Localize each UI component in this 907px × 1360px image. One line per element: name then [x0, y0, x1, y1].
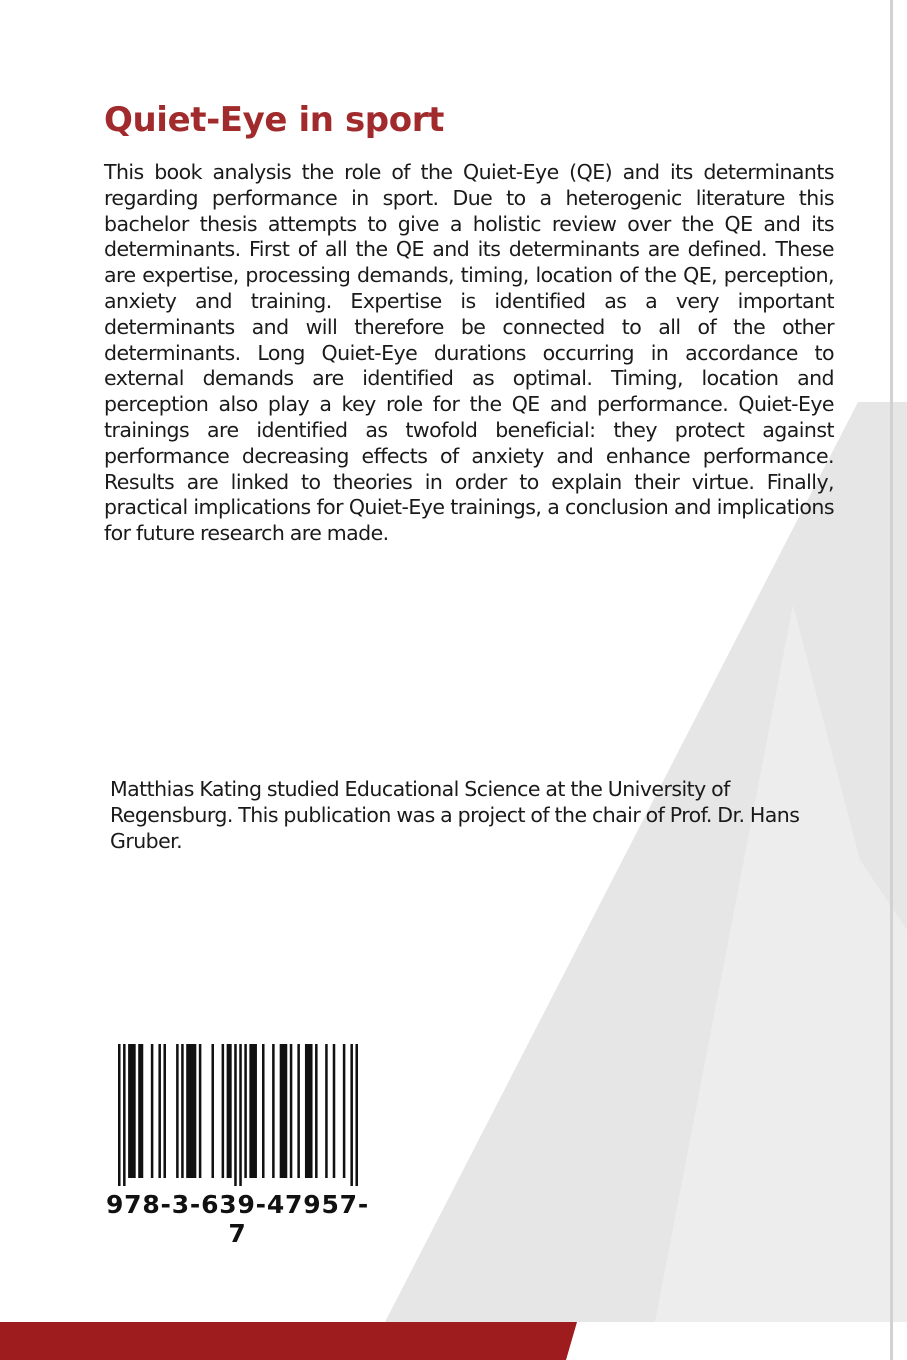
barcode-bar [118, 1044, 121, 1186]
barcode-bar [325, 1044, 328, 1178]
barcode-bar [262, 1044, 265, 1178]
barcode-bar [227, 1044, 232, 1178]
barcode-bar [158, 1044, 161, 1178]
barcode-bar [315, 1044, 318, 1178]
barcode-icon [118, 1044, 358, 1186]
barcode-bar [297, 1044, 300, 1178]
barcode-bar [138, 1044, 143, 1178]
book-abstract: This book analysis the role of the Quiet-Eye (QE) and its determinants regarding performance in sport. Due to a heterogenic literature this bachelor thesis attempts to give a holistic review over the QE and its determinants. First of all the QE and its determinants are defined. These are expertise, processing demands, timing, location of the QE, perception, anxiety and training. Expertise is identified as a very important determinants and will therefore be connected to all of the other determinants. Long Quiet-Eye durations occurring in accordance to external demands are identified as optimal. Timing, location and perception also play a key role for the QE and performance. Quiet-Eye trainings are identified as twofold beneficial: they protect against performance decreasing effects of anxiety and enhance performance. Results are linked to theories in order to explain their virtue. Finally, practical implications for Quiet-Eye trainings, a conclusion and implications for future research are made. [104, 160, 834, 546]
barcode-bar [163, 1044, 166, 1178]
footer-color-band [0, 1322, 907, 1360]
barcode-bar [305, 1044, 313, 1178]
barcode-bar [280, 1044, 288, 1178]
barcode-bar [290, 1044, 293, 1178]
barcode-bar [239, 1044, 242, 1186]
author-bio: Matthias Kating studied Educational Science at the University of Regensburg. This publication was a project of the chair of Prof. Dr. Hans Gruber. [110, 777, 800, 853]
isbn-number: 978-3-639-47957-7 [105, 1190, 370, 1248]
barcode-bar [181, 1044, 184, 1178]
barcode-bar [333, 1044, 336, 1178]
barcode-bar [222, 1044, 225, 1178]
barcode-bar [186, 1044, 196, 1178]
barcode-bar [350, 1044, 353, 1186]
barcode-bar [151, 1044, 154, 1178]
right-edge-rule [890, 0, 893, 1360]
barcode-bar [211, 1044, 214, 1178]
barcode-bar [244, 1044, 247, 1178]
barcode-bar [199, 1044, 202, 1178]
barcode-bar [123, 1044, 126, 1186]
barcode-bar [234, 1044, 237, 1186]
barcode-bar [249, 1044, 257, 1178]
footer-band-shape [0, 1322, 577, 1360]
barcode-bar [343, 1044, 346, 1178]
barcode-bar [128, 1044, 136, 1178]
barcode-bar [176, 1044, 179, 1178]
book-title: Quiet-Eye in sport [104, 100, 444, 140]
barcode-bar [355, 1044, 358, 1186]
isbn-barcode-block [100, 1028, 375, 1248]
barcode-bar [272, 1044, 275, 1178]
